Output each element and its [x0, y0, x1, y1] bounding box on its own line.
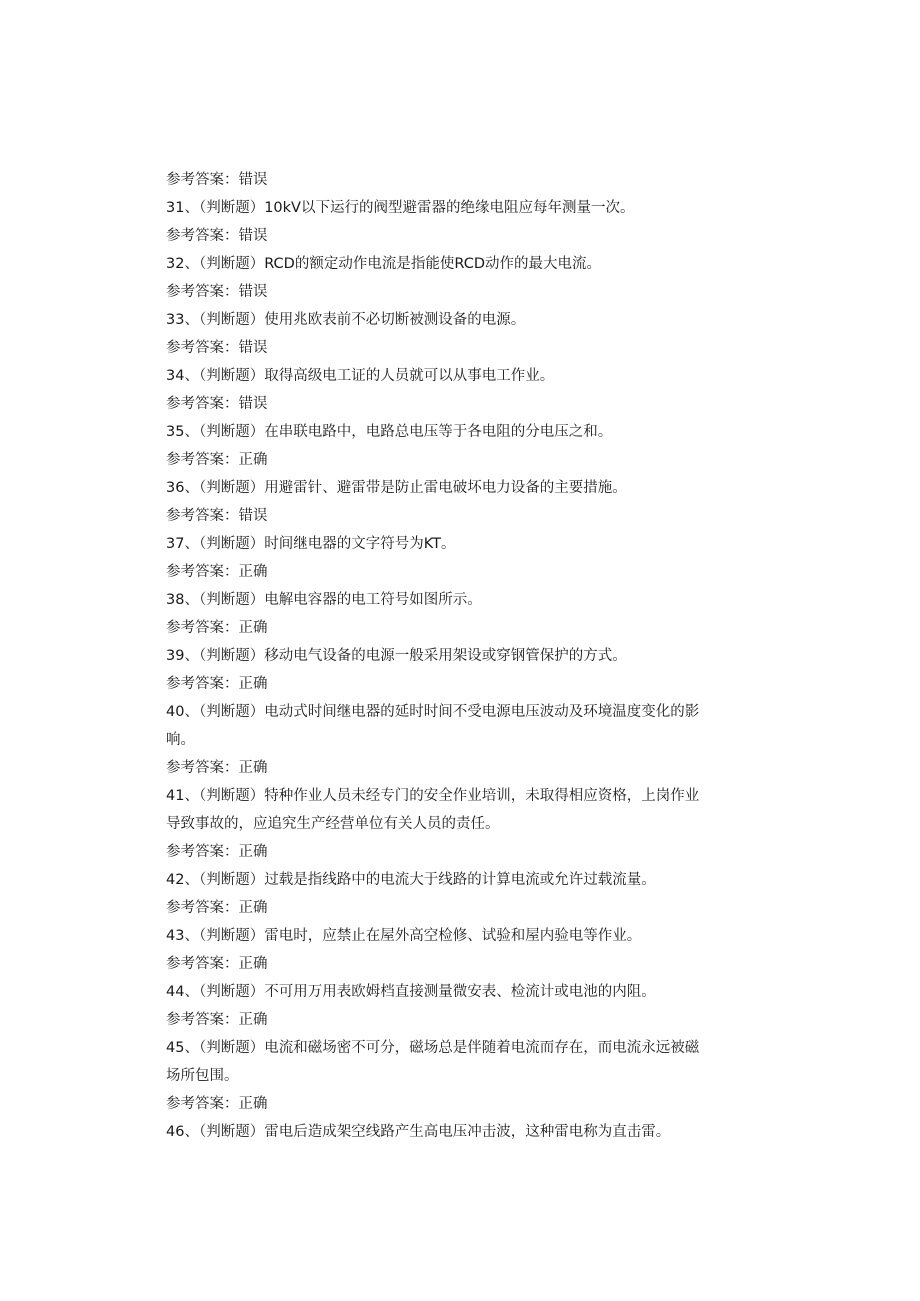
answer-line: 参考答案：正确 [166, 900, 268, 916]
question-45-cont: 场所包围。 [166, 1068, 239, 1084]
question-46: 46、（判断题）雷电后造成架空线路产生高电压冲击波，这种雷电称为直击雷。 [166, 1124, 671, 1140]
answer-line: 参考答案：正确 [166, 676, 268, 692]
answer-line: 参考答案：正确 [166, 1012, 268, 1028]
question-39: 39、（判断题）移动电气设备的电源一般采用架设或穿钢管保护的方式。 [166, 648, 627, 664]
question-41-cont: 导致事故的，应追究生产经营单位有关人员的责任。 [166, 816, 500, 832]
answer-line: 参考答案：正确 [166, 620, 268, 636]
answer-line: 参考答案：正确 [166, 1096, 268, 1112]
question-35: 35、（判断题）在串联电路中，电路总电压等于各电阻的分电压之和。 [166, 424, 613, 440]
answer-line: 参考答案：正确 [166, 760, 268, 776]
question-32: 32、（判断题）RCD的额定动作电流是指能使RCD动作的最大电流。 [166, 256, 601, 272]
answer-line: 参考答案：错误 [166, 228, 268, 244]
question-45: 45、（判断题）电流和磁场密不可分，磁场总是伴随着电流而存在，而电流永远被磁 [166, 1040, 700, 1056]
question-44: 44、（判断题）不可用万用表欧姆档直接测量微安表、检流计或电池的内阻。 [166, 984, 656, 1000]
question-36: 36、（判断题）用避雷针、避雷带是防止雷电破坏电力设备的主要措施。 [166, 480, 627, 496]
question-42: 42、（判断题）过载是指线路中的电流大于线路的计算电流或允许过载流量。 [166, 872, 656, 888]
question-41: 41、（判断题）特种作业人员未经专门的安全作业培训，未取得相应资格，上岗作业 [166, 788, 700, 804]
answer-line: 参考答案：正确 [166, 452, 268, 468]
question-33: 33、（判断题）使用兆欧表前不必切断被测设备的电源。 [166, 312, 526, 328]
answer-line: 参考答案：正确 [166, 956, 268, 972]
question-40-cont: 响。 [166, 732, 195, 748]
question-37: 37、（判断题）时间继电器的文字符号为KT。 [166, 536, 456, 552]
answer-line: 参考答案：错误 [166, 284, 268, 300]
answer-line: 参考答案：正确 [166, 844, 268, 860]
question-31: 31、（判断题）10kV以下运行的阀型避雷器的绝缘电阻应每年测量一次。 [166, 200, 635, 216]
answer-line: 参考答案：错误 [166, 172, 268, 188]
answer-line: 参考答案：正确 [166, 564, 268, 580]
answer-line: 参考答案：错误 [166, 396, 268, 412]
question-43: 43、（判断题）雷电时，应禁止在屋外高空检修、试验和屋内验电等作业。 [166, 928, 642, 944]
question-34: 34、（判断题）取得高级电工证的人员就可以从事电工作业。 [166, 368, 555, 384]
question-38: 38、（判断题）电解电容器的电工符号如图所示。 [166, 592, 482, 608]
document-body [166, 166, 756, 1146]
answer-line: 参考答案：错误 [166, 340, 268, 356]
answer-line: 参考答案：错误 [166, 508, 268, 524]
question-40: 40、（判断题）电动式时间继电器的延时时间不受电源电压波动及环境温度变化的影 [166, 704, 700, 720]
